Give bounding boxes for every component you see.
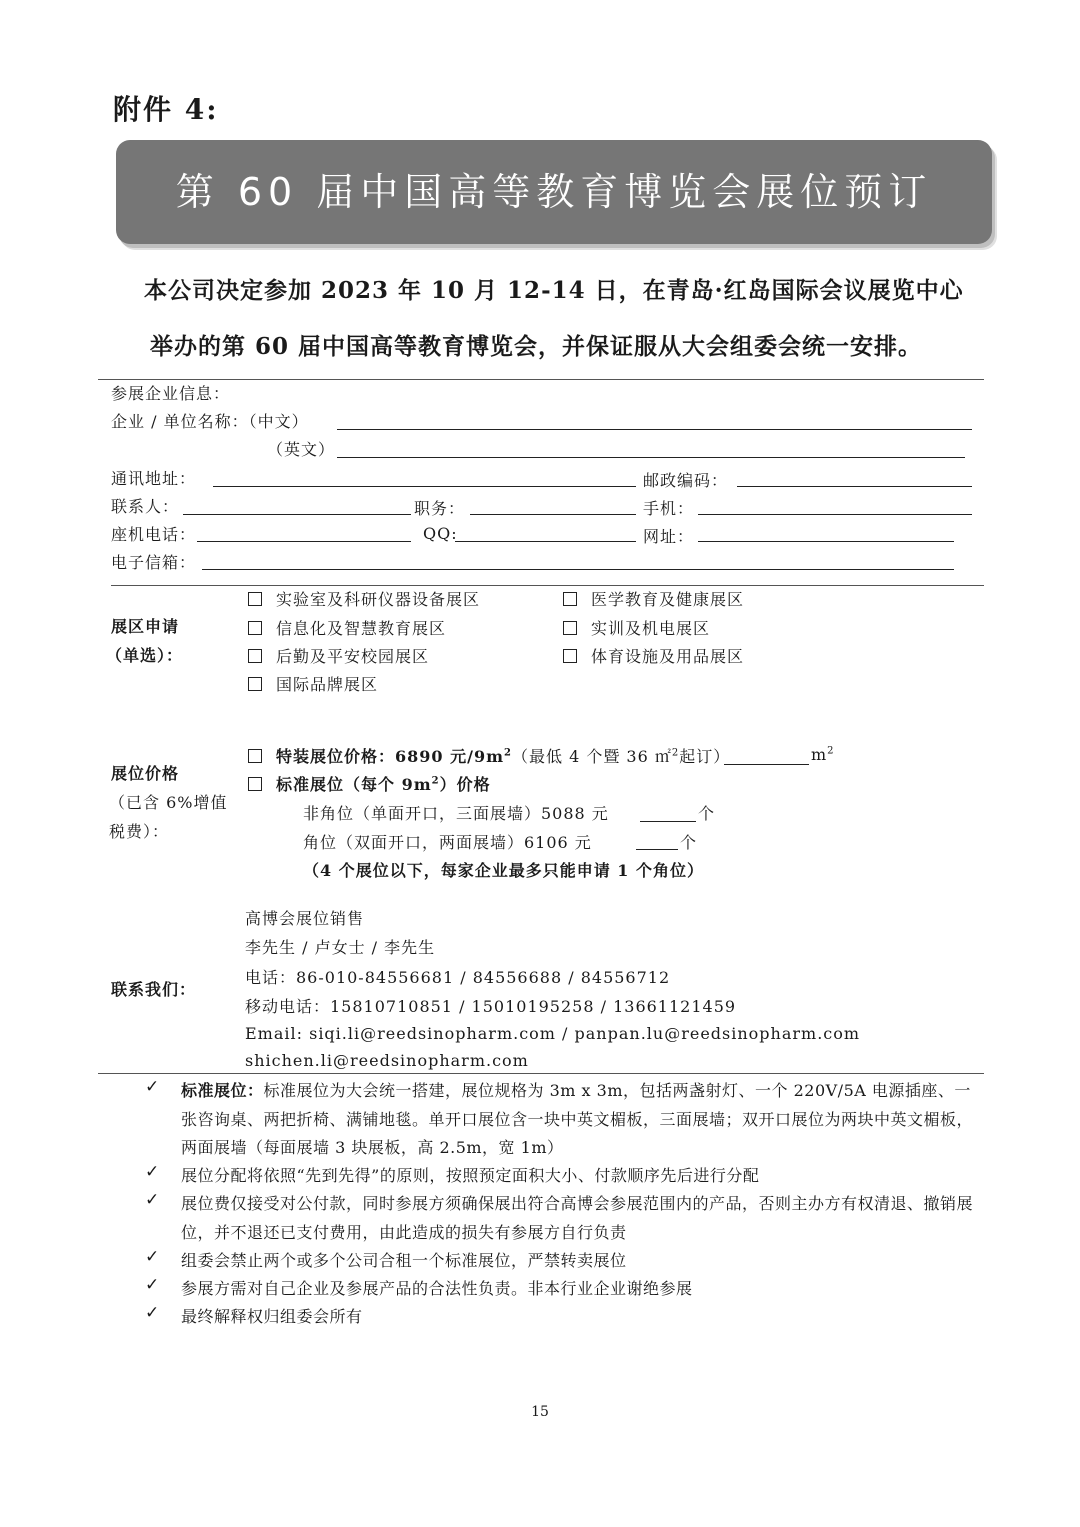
corner-count-field[interactable]	[636, 849, 678, 850]
special-booth-area-field[interactable]	[724, 764, 809, 765]
intro-line-1: 本公司决定参加 2023 年 10 月 12-14 日，在青岛·红岛国际会议展览中心	[144, 277, 964, 304]
checkbox[interactable]	[248, 777, 262, 791]
website-label: 网址：	[643, 527, 695, 546]
standard-booth-option[interactable]: 标准展位（每个 $9m^2$）价格	[248, 772, 491, 795]
noncorner-price: 非角位（单面开口，三面展墙）5088 元	[303, 804, 609, 823]
company-name-en-label: （英文）	[267, 440, 336, 459]
postcode-field[interactable]	[737, 486, 972, 487]
note-standard-booth: 标准展位：标准展位为大会统一搭建，展位规格为 3m x 3m，包括两盏射灯、一个 220V/5A 电源插座、一张咨询桌、两把折椅、满铺地毯。单开口展位含一块中英文楣板，三面展墙；双开口展位为两块中英文楣板，两面展墙（每面展墙 3 块展板，高 2.5m，宽 1m）	[181, 1081, 974, 1157]
check-icon: ✓	[145, 1275, 160, 1295]
intro-line-2: 举办的第 60 届中国高等教育博览会，并保证服从大会组委会统一安排。	[150, 333, 923, 360]
zone-option-training[interactable]: 实训及机电展区	[563, 616, 710, 639]
company-name-label: 企业 / 单位名称：（中文）	[111, 412, 309, 431]
page-number: 15	[531, 1404, 549, 1420]
noncorner-unit: 个	[698, 804, 716, 823]
zones-label: 展区申请	[111, 617, 180, 636]
address-label: 通讯地址：	[111, 469, 197, 488]
divider-notes	[98, 1073, 984, 1074]
corner-note: （4 个展位以下，每家企业最多只能申请 1 个角位）	[303, 861, 704, 880]
contact-us-label: 联系我们：	[111, 980, 197, 999]
contact-line-sales: 高博会展位销售	[245, 909, 365, 928]
website-field[interactable]	[698, 541, 954, 542]
title-banner	[116, 140, 992, 244]
contact-line-mobile: 移动电话：15810710851 / 15010195258 / 13661121459	[245, 997, 737, 1016]
divider-top	[98, 379, 984, 380]
zone-option-sports[interactable]: 体育设施及用品展区	[563, 644, 744, 667]
corner-price: 角位（双面开口，两面展墙）6106 元	[303, 833, 592, 852]
mobile-field[interactable]	[698, 514, 972, 515]
contact-line-names: 李先生 / 卢女士 / 李先生	[245, 938, 436, 957]
postcode-label: 邮政编码：	[643, 471, 729, 490]
checkbox[interactable]	[248, 677, 262, 691]
contact-person-field[interactable]	[183, 514, 411, 515]
check-icon: ✓	[145, 1247, 160, 1267]
company-name-en-field[interactable]	[337, 457, 965, 458]
contact-line-email[interactable]: Email: siqi.li@reedsinopharm.com / panpan.lu@reedsinopharm.com	[245, 1024, 861, 1043]
address-field[interactable]	[213, 486, 636, 487]
pricing-label: 展位价格	[111, 764, 180, 783]
email-label: 电子信箱：	[111, 553, 197, 572]
note-interpretation: 最终解释权归组委会所有	[181, 1307, 363, 1326]
checkbox[interactable]	[563, 621, 577, 635]
note-payment: 展位费仅接受对公付款，同时参展方须确保展出符合高博会参展范围内的产品，否则主办方有权清退、撤销展位，并不退还已支付费用，由此造成的损失有参展方自行负责	[181, 1194, 974, 1242]
divider-zones	[111, 585, 984, 586]
qq-field[interactable]	[455, 541, 636, 542]
checkbox[interactable]	[563, 649, 577, 663]
contact-line-phone: 电话：86-010-84556681 / 84556688 / 84556712	[245, 968, 671, 987]
email-field[interactable]	[202, 569, 954, 570]
pricing-label-tax: 税费）：	[109, 822, 170, 841]
zone-option-lab[interactable]: 实验室及科研仪器设备展区	[248, 587, 480, 610]
zone-option-medical[interactable]: 医学教育及健康展区	[563, 587, 744, 610]
zones-label-single: （单选）：	[106, 646, 184, 665]
checkbox[interactable]	[248, 649, 262, 663]
noncorner-count-field[interactable]	[640, 821, 696, 822]
zone-option-it[interactable]: 信息化及智慧教育展区	[248, 616, 446, 639]
check-icon: ✓	[145, 1162, 160, 1182]
checkbox[interactable]	[248, 621, 262, 635]
check-icon: ✓	[145, 1190, 160, 1210]
note-allocation: 展位分配将依照“先到先得”的原则，按照预定面积大小、付款顺序先后进行分配	[181, 1166, 760, 1185]
check-icon: ✓	[145, 1077, 160, 1097]
phone-label: 座机电话：	[111, 525, 197, 544]
position-label: 职务：	[414, 499, 466, 518]
checkbox[interactable]	[248, 592, 262, 606]
special-booth-option[interactable]: 特装展位价格：6890 元$/9m^2$（最低 4 个暨 36 ㎡$^2$起订）	[248, 744, 730, 767]
contact-person-label: 联系人：	[111, 497, 180, 516]
note-legality: 参展方需对自己企业及参展产品的合法性负责。非本行业企业谢绝参展	[181, 1279, 693, 1298]
company-name-field[interactable]	[337, 429, 972, 430]
checkbox[interactable]	[563, 592, 577, 606]
phone-field[interactable]	[197, 541, 411, 542]
zone-option-international[interactable]: 国际品牌展区	[248, 672, 378, 695]
position-field[interactable]	[470, 514, 636, 515]
contact-line-email-2[interactable]: shichen.li@reedsinopharm.com	[245, 1051, 529, 1070]
attachment-label: 附件 4:	[113, 93, 219, 126]
company-info-header: 参展企业信息：	[111, 384, 231, 403]
zone-option-logistics[interactable]: 后勤及平安校园展区	[248, 644, 429, 667]
special-booth-unit: $m^2$	[811, 745, 835, 764]
page-title: 第 60 届中国高等教育博览会展位预订	[175, 170, 933, 214]
qq-label: QQ:	[423, 524, 458, 543]
checkbox[interactable]	[248, 749, 262, 763]
mobile-label: 手机：	[643, 499, 695, 518]
note-no-sharing: 组委会禁止两个或多个公司合租一个标准展位，严禁转卖展位	[181, 1251, 627, 1270]
check-icon: ✓	[145, 1303, 160, 1323]
pricing-label-vat: （已含 6%增值	[109, 793, 228, 812]
corner-unit: 个	[680, 833, 698, 852]
